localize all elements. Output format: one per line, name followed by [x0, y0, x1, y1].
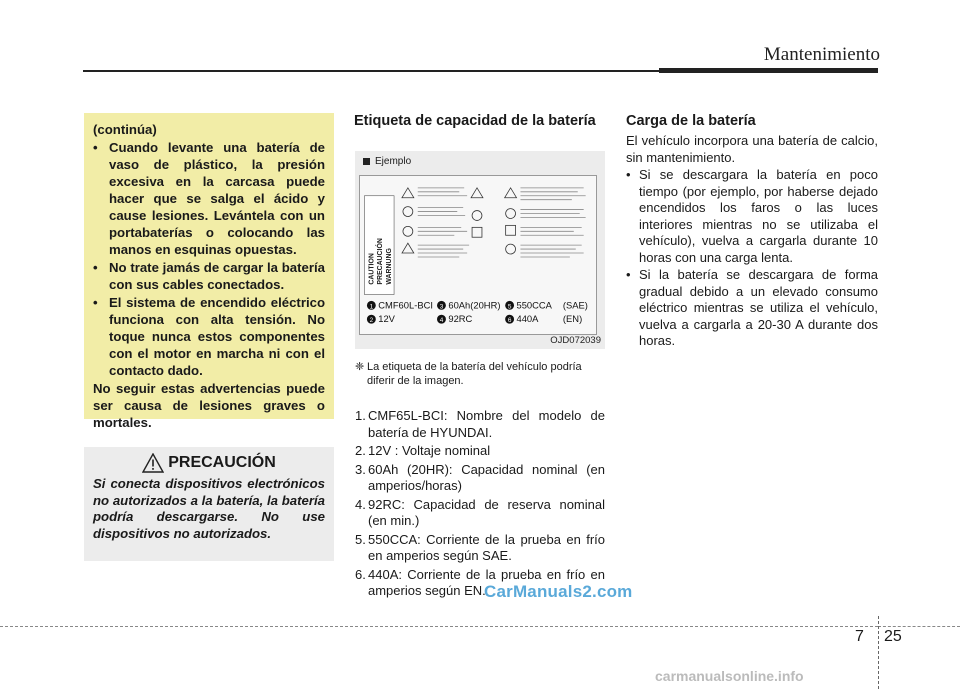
charge-intro: El vehículo incorpora una batería de calcio, sin mantenimiento. — [626, 133, 878, 165]
charge-list — [626, 167, 878, 351]
warning-item: • No trate jamás de cargar la batería con sus cables conectados. — [93, 259, 325, 293]
spec-item — [355, 443, 605, 460]
spec-text: CMF65L-BCI: Nombre del modelo de batería de HYUNDAI. — [368, 408, 605, 440]
sticker-spec-sae: (SAE) — [562, 300, 588, 311]
sticker-spec-cca: 550CCA — [516, 300, 552, 311]
sticker-warn-line: CAUTION — [368, 253, 376, 285]
label-note — [355, 360, 605, 388]
spec-number: 4. — [355, 496, 366, 512]
warning-item: • Cuando levante una batería de vaso de plástico, la presión excesiva en la carcasa puede hacer que se salga el ácido y cause lesiones. Levántela con un portabaterías o colocando las manos en esquinas opuestas. — [93, 139, 325, 258]
figure-code: OJD072039 — [550, 335, 601, 346]
spec-text: 92RC: Capacidad de reserva nominal (en min.) — [368, 496, 605, 528]
warning-box — [84, 113, 334, 430]
spec-text: 550CCA: Corriente de la prueba en frío en amperios según SAE. — [368, 531, 605, 563]
charge-item: • Si se descargara la batería en poco tiempo (por ejemplo, por haberse dejado encendidos los faros o las luces interiores mientras no se utilizaba el vehículo), vuelva a cargarla durante 10 horas con una carga lenta. — [626, 167, 878, 266]
spec-text: 440A: Corriente de la prueba en frío en amperios según EN. — [368, 566, 605, 598]
header-rule-accent — [659, 68, 878, 73]
marker-2-number: 2 — [369, 317, 374, 325]
caution-header — [93, 453, 325, 473]
marker-5-number: 5 — [507, 303, 512, 311]
sticker-spec-en-current: 440A — [516, 314, 539, 325]
sticker-spec-model: CMF60L-BCI — [378, 300, 433, 311]
label-note-text: La etiqueta de la batería del vehículo podría diferir de la imagen. — [367, 361, 582, 387]
warning-list — [93, 139, 325, 379]
warning-triangle-icon — [142, 453, 164, 473]
sticker-spec-capacity: 60Ah(20HR) — [448, 300, 501, 311]
sticker-spec-voltage: 12V — [378, 314, 395, 325]
spec-item — [355, 408, 605, 441]
sticker-spec-reserve: 92RC — [448, 314, 473, 325]
sticker-spec-en: (EN) — [562, 314, 583, 325]
footer-rule — [0, 626, 878, 627]
caution-text: Si conecta dispositivos electrónicos no autorizados a la batería, la batería podría descargarse. No use dispositivos no autorizados. — [93, 476, 325, 541]
page-number: 25 — [884, 628, 902, 645]
spec-number: 6. — [355, 566, 366, 582]
example-label: Ejemplo — [375, 156, 412, 167]
spec-item — [355, 497, 605, 530]
spec-item — [355, 462, 605, 495]
marker-3-number: 3 — [439, 303, 444, 311]
spec-text: 12V : Voltaje nominal — [368, 443, 491, 458]
footer-rule-right — [878, 626, 960, 627]
marker-4-number: 4 — [439, 317, 444, 325]
warning-closing: No seguir estas advertencias puede ser causa de lesiones graves o mortales. — [93, 381, 325, 430]
note-symbol-icon: ❈ — [355, 361, 365, 373]
marker-6-number: 6 — [507, 317, 512, 325]
page-number-divider — [878, 616, 879, 689]
bottom-watermark: carmanualsonline.info — [655, 668, 804, 684]
page-header-title: Mantenimiento — [763, 44, 880, 65]
spec-number: 3. — [355, 461, 366, 477]
spec-item — [355, 532, 605, 565]
spec-text: 60Ah (20HR): Capacidad nominal (en amperios/horas) — [368, 461, 605, 493]
label-section-title: Etiqueta de capacidad de la batería — [354, 113, 596, 129]
charge-item: • Si la batería se descargara de forma gradual debido a un elevado consumo eléctrico mientras se utiliza el vehículo, vuelva a cargarla a 20-30 A durante dos horas. — [626, 267, 878, 350]
charge-section-title: Carga de la batería — [626, 113, 756, 129]
caution-title: PRECAUCIÓN — [168, 454, 276, 471]
chapter-number: 7 — [855, 628, 864, 645]
square-bullet-icon — [363, 158, 370, 165]
spec-list — [355, 408, 605, 602]
spec-number: 1. — [355, 408, 366, 423]
battery-label-figure — [355, 151, 605, 349]
spec-number: 2. — [355, 443, 366, 458]
sticker-warn-line: WARNUNG — [386, 248, 394, 285]
warning-continued: (continúa) — [93, 122, 157, 137]
spec-number: 5. — [355, 531, 366, 547]
sticker-warn-line: PRECAUCIÓN — [377, 238, 385, 285]
watermark-link[interactable]: CarManuals2.com — [484, 582, 633, 601]
example-caption — [363, 156, 411, 167]
warning-item: • El sistema de encendido eléctrico funciona con alta tensión. No toque nunca estos componentes con el motor en marcha ni con el contacto dado. — [93, 294, 325, 379]
battery-sticker-illustration — [359, 175, 597, 335]
marker-1-number: 1 — [369, 303, 374, 311]
caution-box — [84, 447, 334, 561]
